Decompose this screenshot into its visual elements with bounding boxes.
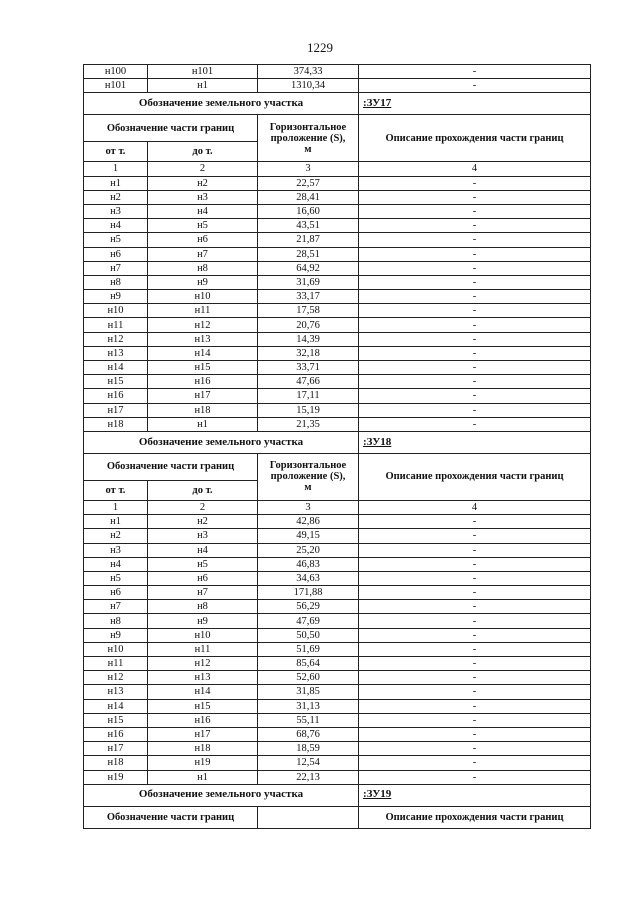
length-cell: 25,20 [258, 543, 359, 557]
length-cell: 85,64 [258, 657, 359, 671]
table-row [84, 332, 591, 346]
description-cell: - [359, 417, 591, 431]
table-row [84, 176, 591, 190]
to-point-cell: н7 [148, 247, 258, 261]
description-cell: - [359, 247, 591, 261]
from-point-cell: н13 [84, 346, 148, 360]
from-point-cell: н100 [84, 65, 148, 79]
length-cell: 17,58 [258, 304, 359, 318]
table-row [84, 275, 591, 289]
to-point-cell: н5 [148, 219, 258, 233]
to-point-cell: н8 [148, 600, 258, 614]
length-cell: 14,39 [258, 332, 359, 346]
description-cell: - [359, 699, 591, 713]
length-cell: 31,85 [258, 685, 359, 699]
to-point-cell: н15 [148, 699, 258, 713]
description-cell: - [359, 543, 591, 557]
description-header: Описание прохождения части границ [359, 115, 591, 162]
table-row [84, 529, 591, 543]
description-cell: - [359, 346, 591, 360]
description-cell: - [359, 403, 591, 417]
length-cell: 28,51 [258, 247, 359, 261]
column-number: 3 [258, 162, 359, 176]
length-cell: 374,33 [258, 65, 359, 79]
table-row [84, 756, 591, 770]
length-cell: 33,71 [258, 361, 359, 375]
table-row [84, 727, 591, 741]
header-row [84, 806, 591, 828]
length-cell: 55,11 [258, 713, 359, 727]
table-row [84, 375, 591, 389]
description-cell: - [359, 628, 591, 642]
table-row [84, 515, 591, 529]
from-point-cell: н9 [84, 628, 148, 642]
table-row [84, 403, 591, 417]
parcel-designation-label: Обозначение земельного участка [84, 93, 359, 115]
from-point-cell: н5 [84, 571, 148, 585]
length-cell: 50,50 [258, 628, 359, 642]
from-point-cell: н16 [84, 727, 148, 741]
to-point-cell: н4 [148, 543, 258, 557]
to-point-cell: н19 [148, 756, 258, 770]
table-row [84, 628, 591, 642]
to-point-cell: н2 [148, 176, 258, 190]
from-point-cell: н14 [84, 361, 148, 375]
from-point-cell: н11 [84, 318, 148, 332]
table-row [84, 190, 591, 204]
from-point-cell: н18 [84, 417, 148, 431]
from-point-header: от т. [84, 142, 148, 162]
table-row [84, 318, 591, 332]
description-cell: - [359, 685, 591, 699]
description-cell: - [359, 318, 591, 332]
length-cell: 28,41 [258, 190, 359, 204]
table-row [84, 600, 591, 614]
table-row [84, 417, 591, 431]
parcel-code: :ЗУ18 [359, 431, 591, 453]
horizontal-length-header-empty [258, 806, 359, 828]
from-point-cell: н5 [84, 233, 148, 247]
to-point-cell: н9 [148, 275, 258, 289]
from-point-cell: н4 [84, 557, 148, 571]
length-cell: 17,11 [258, 389, 359, 403]
to-point-cell: н7 [148, 586, 258, 600]
length-cell: 12,54 [258, 756, 359, 770]
from-point-cell: н12 [84, 671, 148, 685]
header-row [84, 115, 591, 142]
to-point-cell: н1 [148, 770, 258, 784]
description-cell: - [359, 389, 591, 403]
column-number: 1 [84, 162, 148, 176]
column-number: 2 [148, 500, 258, 514]
parcel-code: :ЗУ19 [359, 784, 591, 806]
column-number: 2 [148, 162, 258, 176]
parcel-title-row [84, 784, 591, 806]
from-point-cell: н2 [84, 190, 148, 204]
length-cell: 1310,34 [258, 79, 359, 93]
length-cell: 33,17 [258, 290, 359, 304]
table-row [84, 204, 591, 218]
to-point-cell: н3 [148, 529, 258, 543]
description-cell: - [359, 79, 591, 93]
length-cell: 31,13 [258, 699, 359, 713]
to-point-cell: н17 [148, 727, 258, 741]
column-number: 1 [84, 500, 148, 514]
to-point-header: до т. [148, 480, 258, 500]
description-cell: - [359, 190, 591, 204]
from-point-cell: н101 [84, 79, 148, 93]
to-point-cell: н18 [148, 403, 258, 417]
description-cell: - [359, 176, 591, 190]
parcel-title-row [84, 93, 591, 115]
part-designation-header: Обозначение части границ [84, 115, 258, 142]
to-point-cell: н5 [148, 557, 258, 571]
from-point-cell: н6 [84, 247, 148, 261]
from-point-cell: н16 [84, 389, 148, 403]
table-row [84, 233, 591, 247]
table-row [84, 389, 591, 403]
horizontal-length-header-line: м [304, 143, 312, 155]
horizontal-length-header-line: Горизонтальное [269, 121, 347, 133]
parcel-code: :ЗУ17 [359, 93, 591, 115]
to-point-cell: н10 [148, 290, 258, 304]
table-row [84, 742, 591, 756]
length-cell: 31,69 [258, 275, 359, 289]
parcel-title-row [84, 431, 591, 453]
page-number: 1229 [307, 40, 333, 55]
table-row [84, 571, 591, 585]
to-point-cell: н11 [148, 304, 258, 318]
to-point-cell: н9 [148, 614, 258, 628]
length-cell: 46,83 [258, 557, 359, 571]
from-point-cell: н13 [84, 685, 148, 699]
description-cell: - [359, 304, 591, 318]
to-point-cell: н4 [148, 204, 258, 218]
parcel-designation-label: Обозначение земельного участка [84, 784, 359, 806]
column-number: 4 [359, 500, 591, 514]
length-cell: 21,87 [258, 233, 359, 247]
from-point-cell: н10 [84, 304, 148, 318]
description-cell: - [359, 529, 591, 543]
table-row [84, 699, 591, 713]
boundary-table [83, 64, 591, 829]
description-cell: - [359, 727, 591, 741]
to-point-cell: н15 [148, 361, 258, 375]
to-point-cell: н16 [148, 713, 258, 727]
from-point-cell: н14 [84, 699, 148, 713]
length-cell: 22,57 [258, 176, 359, 190]
from-point-cell: н1 [84, 176, 148, 190]
description-cell: - [359, 600, 591, 614]
column-number-row [84, 162, 591, 176]
to-point-cell: н14 [148, 685, 258, 699]
length-cell: 56,29 [258, 600, 359, 614]
to-point-cell: н10 [148, 628, 258, 642]
from-point-cell: н1 [84, 515, 148, 529]
from-point-cell: н8 [84, 275, 148, 289]
from-point-cell: н17 [84, 742, 148, 756]
to-point-cell: н18 [148, 742, 258, 756]
length-cell: 18,59 [258, 742, 359, 756]
to-point-cell: н1 [148, 417, 258, 431]
from-point-cell: н8 [84, 614, 148, 628]
to-point-header: до т. [148, 142, 258, 162]
from-point-cell: н18 [84, 756, 148, 770]
length-cell: 20,76 [258, 318, 359, 332]
table-row [84, 586, 591, 600]
table-row [84, 304, 591, 318]
description-cell: - [359, 332, 591, 346]
parcel-designation-label: Обозначение земельного участка [84, 431, 359, 453]
horizontal-length-header-line: проложение (S), [270, 132, 346, 144]
table-row [84, 290, 591, 304]
description-cell: - [359, 233, 591, 247]
to-point-cell: н1 [148, 79, 258, 93]
length-cell: 21,35 [258, 417, 359, 431]
length-cell: 34,63 [258, 571, 359, 585]
table-row [84, 657, 591, 671]
length-cell: 22,13 [258, 770, 359, 784]
length-cell: 171,88 [258, 586, 359, 600]
table-row [84, 361, 591, 375]
description-cell: - [359, 571, 591, 585]
horizontal-length-header [258, 453, 359, 500]
length-cell: 47,69 [258, 614, 359, 628]
length-cell: 52,60 [258, 671, 359, 685]
length-cell: 32,18 [258, 346, 359, 360]
from-point-cell: н2 [84, 529, 148, 543]
horizontal-length-header [258, 115, 359, 162]
length-cell: 68,76 [258, 727, 359, 741]
description-cell: - [359, 657, 591, 671]
table-row [84, 671, 591, 685]
from-point-cell: н11 [84, 657, 148, 671]
description-cell: - [359, 275, 591, 289]
length-cell: 49,15 [258, 529, 359, 543]
to-point-cell: н6 [148, 571, 258, 585]
description-cell: - [359, 557, 591, 571]
table-row [84, 713, 591, 727]
horizontal-length-header-line: проложение (S), [270, 471, 346, 483]
table-row [84, 685, 591, 699]
to-point-cell: н3 [148, 190, 258, 204]
table-row [84, 65, 591, 79]
from-point-cell: н19 [84, 770, 148, 784]
length-cell: 15,19 [258, 403, 359, 417]
part-designation-header: Обозначение части границ [84, 453, 258, 480]
to-point-cell: н2 [148, 515, 258, 529]
description-cell: - [359, 614, 591, 628]
to-point-cell: н11 [148, 642, 258, 656]
to-point-cell: н13 [148, 332, 258, 346]
from-point-cell: н3 [84, 543, 148, 557]
header-row [84, 453, 591, 480]
from-point-cell: н17 [84, 403, 148, 417]
description-cell: - [359, 375, 591, 389]
to-point-cell: н8 [148, 261, 258, 275]
table-row [84, 557, 591, 571]
column-number: 4 [359, 162, 591, 176]
table-row [84, 770, 591, 784]
description-cell: - [359, 290, 591, 304]
to-point-cell: н12 [148, 657, 258, 671]
to-point-cell: н101 [148, 65, 258, 79]
from-point-cell: н7 [84, 261, 148, 275]
length-cell: 47,66 [258, 375, 359, 389]
column-number: 3 [258, 500, 359, 514]
description-cell: - [359, 742, 591, 756]
length-cell: 43,51 [258, 219, 359, 233]
part-designation-header: Обозначение части границ [84, 806, 258, 828]
description-cell: - [359, 219, 591, 233]
horizontal-length-header-line: м [304, 482, 312, 494]
from-point-cell: н3 [84, 204, 148, 218]
description-cell: - [359, 671, 591, 685]
horizontal-length-header-line: Горизонтальное [269, 460, 347, 472]
table-row [84, 543, 591, 557]
table-row [84, 247, 591, 261]
description-cell: - [359, 204, 591, 218]
column-number-row [84, 500, 591, 514]
from-point-cell: н15 [84, 713, 148, 727]
length-cell: 64,92 [258, 261, 359, 275]
table-row [84, 642, 591, 656]
table-row [84, 614, 591, 628]
description-cell: - [359, 770, 591, 784]
description-cell: - [359, 756, 591, 770]
description-cell: - [359, 642, 591, 656]
description-header: Описание прохождения части границ [359, 806, 591, 828]
to-point-cell: н16 [148, 375, 258, 389]
length-cell: 42,86 [258, 515, 359, 529]
description-cell: - [359, 586, 591, 600]
from-point-cell: н7 [84, 600, 148, 614]
from-point-cell: н12 [84, 332, 148, 346]
from-point-header: от т. [84, 480, 148, 500]
length-cell: 16,60 [258, 204, 359, 218]
description-cell: - [359, 361, 591, 375]
description-cell: - [359, 261, 591, 275]
to-point-cell: н14 [148, 346, 258, 360]
description-cell: - [359, 713, 591, 727]
description-cell: - [359, 515, 591, 529]
table-row [84, 346, 591, 360]
to-point-cell: н17 [148, 389, 258, 403]
from-point-cell: н10 [84, 642, 148, 656]
from-point-cell: н9 [84, 290, 148, 304]
from-point-cell: н4 [84, 219, 148, 233]
description-cell: - [359, 65, 591, 79]
table-row [84, 219, 591, 233]
to-point-cell: н13 [148, 671, 258, 685]
to-point-cell: н12 [148, 318, 258, 332]
table-row [84, 79, 591, 93]
from-point-cell: н15 [84, 375, 148, 389]
table-row [84, 261, 591, 275]
from-point-cell: н6 [84, 586, 148, 600]
to-point-cell: н6 [148, 233, 258, 247]
length-cell: 51,69 [258, 642, 359, 656]
description-header: Описание прохождения части границ [359, 453, 591, 500]
